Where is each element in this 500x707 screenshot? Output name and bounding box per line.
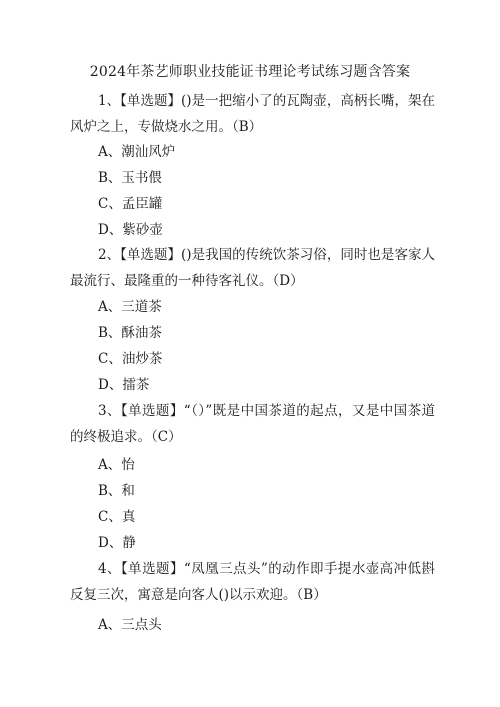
question-3-option-c: C、真: [98, 509, 136, 525]
question-4-stem: 4、【单选题】“凤凰三点头”的动作即手提水壶高冲低斟反复三次，寓意是向客人()以示欢迎。（B）: [70, 561, 435, 603]
question-2-option-d: D、擂茶: [98, 377, 150, 393]
question-3-option-a: A、怡: [98, 457, 135, 473]
question-1-option-c: C、孟臣罐: [98, 196, 163, 212]
question-3-option-b: B、和: [98, 483, 135, 499]
question-1-option-a: A、潮汕风炉: [98, 144, 176, 160]
question-2-option-c: C、油炒茶: [98, 351, 163, 367]
question-1-stem: 1、【单选题】()是一把缩小了的瓦陶壶，高柄长嘴，架在风炉之上，专做烧水之用。（B）: [70, 93, 435, 135]
question-3-stem: 3、【单选题】“（）”既是中国茶道的起点，又是中国茶道的终极追求。（C）: [70, 403, 435, 445]
question-1-option-b: B、玉书偎: [98, 170, 162, 186]
question-2-stem: 2、【单选题】()是我国的传统饮茶习俗，同时也是客家人最流行、最隆重的一种待客礼仪。（D）: [70, 247, 435, 289]
question-3-option-d: D、静: [98, 535, 136, 551]
question-4-option-a: A、三点头: [98, 617, 162, 633]
document-title: 2024年茶艺师职业技能证书理论考试练习题含答案: [89, 64, 411, 80]
question-2-option-b: B、酥油茶: [98, 325, 162, 341]
question-1-option-d: D、紫砂壶: [98, 222, 163, 238]
question-2-option-a: A、三道茶: [98, 299, 162, 315]
